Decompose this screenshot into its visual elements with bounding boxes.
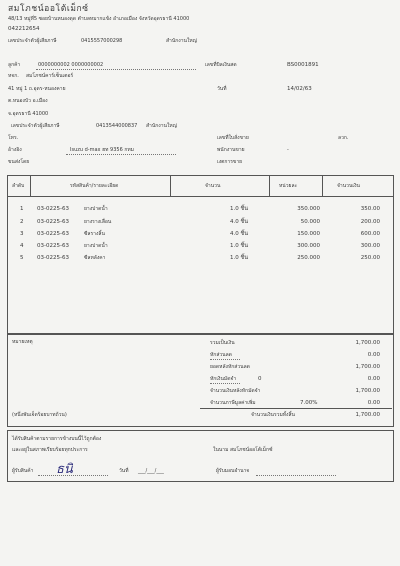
vat-label: จำนวนภาษีมูลค่าเพิ่ม <box>210 400 256 406</box>
row-price: 300.000 <box>297 243 320 249</box>
row-amount: 300.00 <box>360 243 380 249</box>
col-divider <box>269 175 270 196</box>
deposit-mid: 0 <box>258 376 262 382</box>
customer-ref-underline <box>66 154 176 155</box>
col-header-price: หน่วยละ <box>279 183 298 189</box>
company-phone: 042212654 <box>8 26 40 32</box>
doc-date-label: วันที่ <box>217 86 227 92</box>
col-header-desc: รหัสสินค้า/รายละเอียด <box>70 183 119 189</box>
row-price: 150.000 <box>297 231 320 237</box>
discount-value: 0.00 <box>367 352 380 358</box>
company-taxid-label: เลขประจำตัวผู้เสียภาษี <box>8 38 57 44</box>
row-desc: ซีลรางลิ้น <box>84 231 105 237</box>
doc-no-label: เลขที่บิลเงินสด <box>205 62 237 68</box>
customer-ship-label: ขนส่งโดย <box>8 159 30 165</box>
received-statement-line1: ได้รับสินค้าตามรายการข้างบนนี้ไว้ถูกต้อง <box>12 436 102 442</box>
discount-label: หักส่วนลด <box>210 352 232 358</box>
customer-phone-label: โทร. <box>8 135 19 141</box>
customer-branch: สำนักงานใหญ่ <box>146 123 177 129</box>
on-behalf-of: ในนาม สมโภชน์ออโต้เม็กซ์ <box>213 447 273 453</box>
row-qty: 1.0 ชิ้น <box>230 206 248 212</box>
row-desc: ซีลหลังคา <box>84 255 106 261</box>
row-amount: 250.00 <box>360 255 380 261</box>
row-amount: 600.00 <box>360 231 380 237</box>
row-code: 03-0225-63 <box>37 231 69 237</box>
received-statement-line2: และอยู่ในสภาพเรียบร้อยทุกประการ <box>12 447 88 453</box>
receive-date-label: วันที่ <box>119 468 129 474</box>
row-code: 03-0225-63 <box>37 243 69 249</box>
row-price: 50.000 <box>300 219 320 225</box>
customer-ref-label: อ้างอิง <box>8 147 22 153</box>
vat-value: 0.00 <box>367 400 380 406</box>
customer-taxid: 0413544000837 <box>96 123 138 129</box>
company-taxid: 0415557000298 <box>81 38 123 44</box>
row-desc: ยางปาดน้ำ <box>84 243 108 249</box>
col-divider <box>170 175 171 196</box>
discount-underline <box>210 359 240 360</box>
customer-code: 0000000002 0000000002 <box>38 62 104 68</box>
grand-total-label: จำนวนเงินรวมทั้งสิ้น <box>251 412 295 418</box>
col-divider <box>30 175 31 196</box>
company-address: 48/13 หมู่ที่5 ซอยบ้านหนองดุด ตำบลหมากแข้ง อำเภอเมือง จังหวัดอุดรธานี 41000 <box>8 16 190 22</box>
row-no: 4 <box>20 243 24 249</box>
row-desc: ยางรางเลื่อน <box>84 219 112 225</box>
doc-po-label: เลขที่ใบสั่งขาย <box>217 135 249 141</box>
col-header-no: ลำดับ <box>12 183 25 189</box>
row-no: 2 <box>20 219 24 225</box>
row-code: 03-0225-63 <box>37 219 69 225</box>
doc-credit-label: ลวก. <box>338 135 349 141</box>
col-divider <box>322 175 323 196</box>
amount-in-words: (หนึ่งพันเจ็ดร้อยบาทถ้วน) <box>12 412 67 418</box>
total-value: 1,700.00 <box>355 340 380 346</box>
remarks-label: หมายเหตุ <box>12 339 33 345</box>
total-label: รวมเป็นเงิน <box>210 340 235 346</box>
doc-date: 14/02/63 <box>287 86 312 92</box>
customer-taxid-label: เลขประจำตัวผู้เสียภาษี <box>11 123 60 129</box>
row-amount: 350.00 <box>360 206 380 212</box>
row-qty: 1.0 ชิ้น <box>230 255 248 261</box>
customer-address-line1: 41 หมู่ 1 ถ.อุดร-หนองคาย <box>8 86 66 92</box>
row-no: 3 <box>20 231 24 237</box>
company-name: สมโภชน์ออโต้เม็กซ์ <box>8 4 89 14</box>
customer-name: สมโภชน์คาร์เซ็นเตอร์ <box>26 73 74 79</box>
receiver-signature: ธนิ <box>56 462 73 477</box>
col-header-qty: จำนวน <box>205 183 221 189</box>
row-no: 5 <box>20 255 24 261</box>
row-qty: 4.0 ชิ้น <box>230 231 248 237</box>
row-code: 03-0225-63 <box>37 255 69 261</box>
row-qty: 4.0 ชิ้น <box>230 219 248 225</box>
row-price: 350.000 <box>297 206 320 212</box>
vat-rate: 7.00% <box>300 400 318 406</box>
row-qty: 1.0 ชิ้น <box>230 243 248 249</box>
doc-staff: - <box>287 147 289 153</box>
row-price: 250.000 <box>297 255 320 261</box>
deposit-label: หักเงินมัดจำ <box>210 376 237 382</box>
customer-code-underline <box>36 69 196 70</box>
receive-date-blank: ___/___/___ <box>138 468 164 474</box>
doc-no: BS0001891 <box>287 62 319 68</box>
deposit-underline <box>210 383 240 384</box>
customer-address-line3: จ.อุดรธานี 41000 <box>8 111 49 117</box>
customer-name-label: หจก. <box>8 73 19 79</box>
row-amount: 200.00 <box>360 219 380 225</box>
row-desc: ยางปาดน้ำ <box>84 206 108 212</box>
after-discount-label: ยอดหลังหักส่วนลด <box>210 364 250 370</box>
row-code: 03-0225-63 <box>37 206 69 212</box>
authorizer-signature-line <box>256 475 336 476</box>
customer-address-line2: ต.หนองบัว อ.เมือง <box>8 98 48 104</box>
grand-total-value: 1,700.00 <box>355 412 380 418</box>
deposit-value: 0.00 <box>367 376 380 382</box>
doc-staff-label: พนักงานขาย <box>217 147 245 153</box>
col-header-amount: จำนวนเงิน <box>337 183 360 189</box>
after-deposit-label: จำนวนเงินหลังหักมัดจำ <box>210 388 261 394</box>
customer-ref-value: Isuzu d-max ฮท 9356 กทม <box>70 147 134 153</box>
row-no: 1 <box>20 206 24 212</box>
after-deposit-value: 1,700.00 <box>355 388 380 394</box>
receiver-signature-line <box>38 475 108 476</box>
grand-total-divider <box>200 408 392 409</box>
customer-code-label: ลูกค้า <box>8 62 21 68</box>
items-table-header-divider <box>7 196 393 197</box>
authorizer-label: ผู้รับมอบอำนาจ <box>216 468 250 474</box>
doc-terms-label: เงตการขาย <box>217 159 243 165</box>
receiver-label: ผู้รับสินค้า <box>12 468 34 474</box>
after-discount-value: 1,700.00 <box>355 364 380 370</box>
company-branch: สำนักงานใหญ่ <box>166 38 197 44</box>
